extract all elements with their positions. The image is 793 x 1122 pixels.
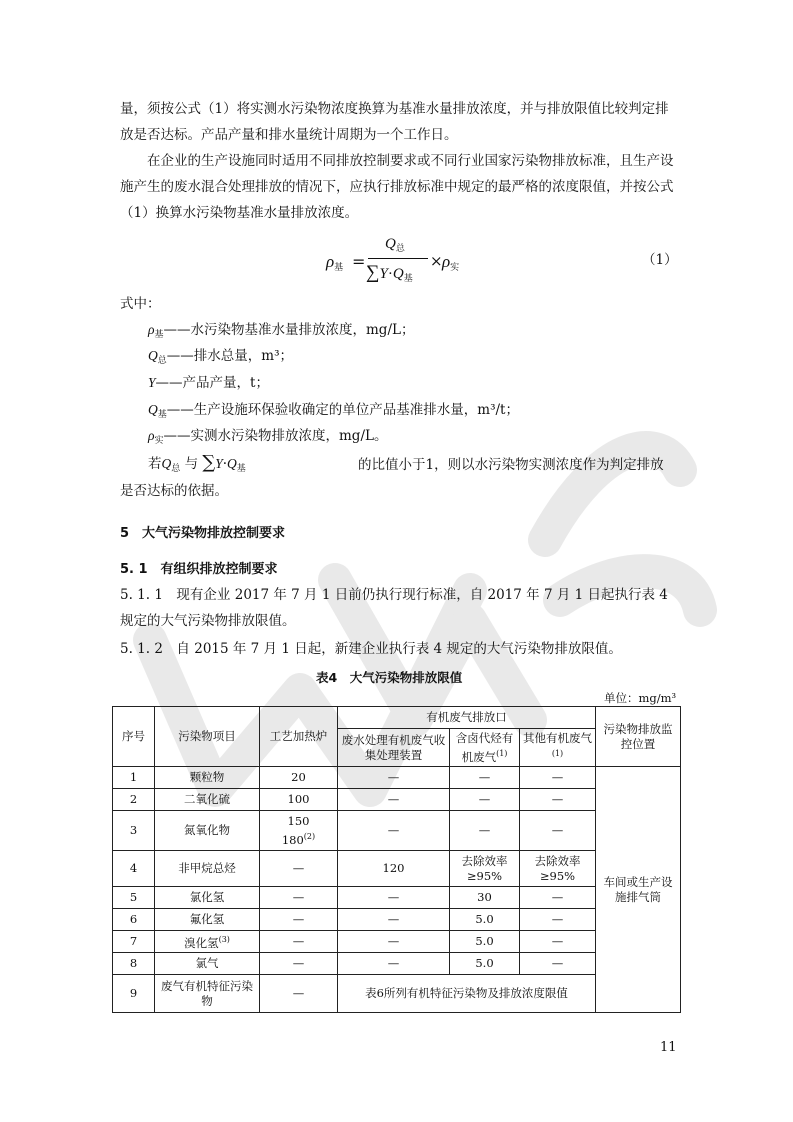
header-halo: 含卤代烃有机废气$^{(1)}$ — [450, 729, 520, 767]
table-row: 5 氯化氢 — — 30 — — [113, 887, 681, 909]
table-title: 表4 大气污染物排放限值 — [316, 670, 463, 685]
header-other: 其他有机废气$^{(1)}$ — [520, 729, 596, 767]
formula-y: Y — [379, 266, 388, 282]
table-row: 2 二氧化硫 100 — — — — [113, 789, 681, 811]
header-no: 序号 — [113, 707, 155, 767]
monitor-location: 车间或生产设施排气筒 — [596, 767, 681, 1013]
formula-rho-shi: ρ — [442, 252, 451, 271]
formula-q-numerator: Q — [385, 236, 396, 252]
table-row: 3 氮氧化物 150 180$^{(2)}$ — — — — [113, 811, 681, 851]
paragraph-continuation: 量，须按公式（1）将实测水污染物浓度换算为基准水量排放浓度，并与排放限值比较判定排放是否达标。产品产量和排水量统计周期为一个工作日。 — [120, 101, 669, 143]
clause-5-1-2: 5. 1. 2 自 2015 年 7 月 1 日起，新建企业执行表 4 规定的大气污染物排放限值。 — [120, 641, 622, 657]
ratio-sentence-text: 的比值小于1，则以水污染物实测浓度作为判定排放是否达标的依据。 — [120, 457, 664, 499]
definition-4: $Q_基——$生产设施环保验收确定的单位产品基准排水量，m³/t； — [148, 402, 519, 420]
header-wastewater: 废水处理有机废气收集处理装置 — [338, 729, 450, 767]
definition-1: $\rho_基——$水污染物基准水量排放浓度，mg/L； — [148, 322, 415, 340]
header-furnace: 工艺加热炉 — [260, 707, 338, 767]
formula-sub-shi: 实 — [450, 262, 460, 272]
fraction-bar — [368, 258, 428, 259]
formula-sub-ji: 基 — [334, 262, 344, 272]
formula-rho: ρ — [326, 252, 335, 271]
formula-q-denominator: Q — [392, 266, 404, 282]
table-row: 1 颗粒物 20 — — — 车间或生产设施排气筒 — [113, 767, 681, 789]
clause-5-1-1: 5. 1. 1 现有企业 2017 年 7 月 1 日前仍执行现行标准，自 2017 年 7 月 1 日起执行表 4 规定的大气污染物排放限值。 — [120, 587, 668, 629]
header-item: 污染物项目 — [155, 707, 260, 767]
ratio-sentence-line1: 若$Q_总$ 与 $\sum Y\cdot Q_基$ — [148, 452, 246, 474]
section-5-heading: 5 大气污染物排放控制要求 — [120, 526, 286, 541]
table-row: 4 非甲烷总烃 — 120 去除效率≥95% 去除效率≥95% — [113, 851, 681, 887]
formula-equals: = — [352, 252, 366, 271]
formula-sub-ji-2: 基 — [403, 273, 413, 283]
definition-3: Y——产品产量，t； — [148, 375, 269, 391]
table-row: 6 氟化氢 — — 5.0 — — [113, 909, 681, 931]
definition-5: $\rho_实——$实测水污染物排放浓度，mg/L。 — [148, 428, 388, 446]
table-row: 9 废气有机特征污染物 — 表6所列有机特征污染物及排放浓度限值 — [113, 975, 681, 1013]
organic-characteristic-note: 表6所列有机特征污染物及排放浓度限值 — [338, 975, 596, 1013]
formula-times: × — [430, 252, 443, 270]
table-row: 8 氯气 — — 5.0 — — [113, 953, 681, 975]
header-organic-group: 有机废气排放口 — [338, 707, 596, 729]
formula-dot: · — [387, 266, 393, 282]
page-number: 11 — [660, 1040, 677, 1055]
paragraph-mixed-treatment: 在企业的生产设施同时适用不同排放控制要求或不同行业国家污染物排放标准，且生产设施产生的废水混合处理排放的情况下，应执行排放标准中规定的最严格的浓度限值，并按公式（1）换算水污染物基准水量排放浓度。 — [120, 153, 674, 221]
table-row: 7 溴化氢$^{(3)}$ — — 5.0 — — [113, 931, 681, 953]
table-unit: 单位：mg/m³ — [604, 691, 677, 705]
sum-symbol: ∑ — [366, 262, 380, 283]
section-5-1-heading: 5. 1 有组织排放控制要求 — [120, 562, 278, 577]
formula-number: （1） — [642, 252, 678, 268]
where-label: 式中： — [120, 296, 161, 312]
header-monitor: 污染物排放监控位置 — [596, 707, 681, 767]
formula-sub-zong: 总 — [395, 243, 405, 253]
emission-limits-table — [112, 706, 681, 1013]
definition-2: $Q_总——$排水总量，m³； — [148, 348, 293, 366]
